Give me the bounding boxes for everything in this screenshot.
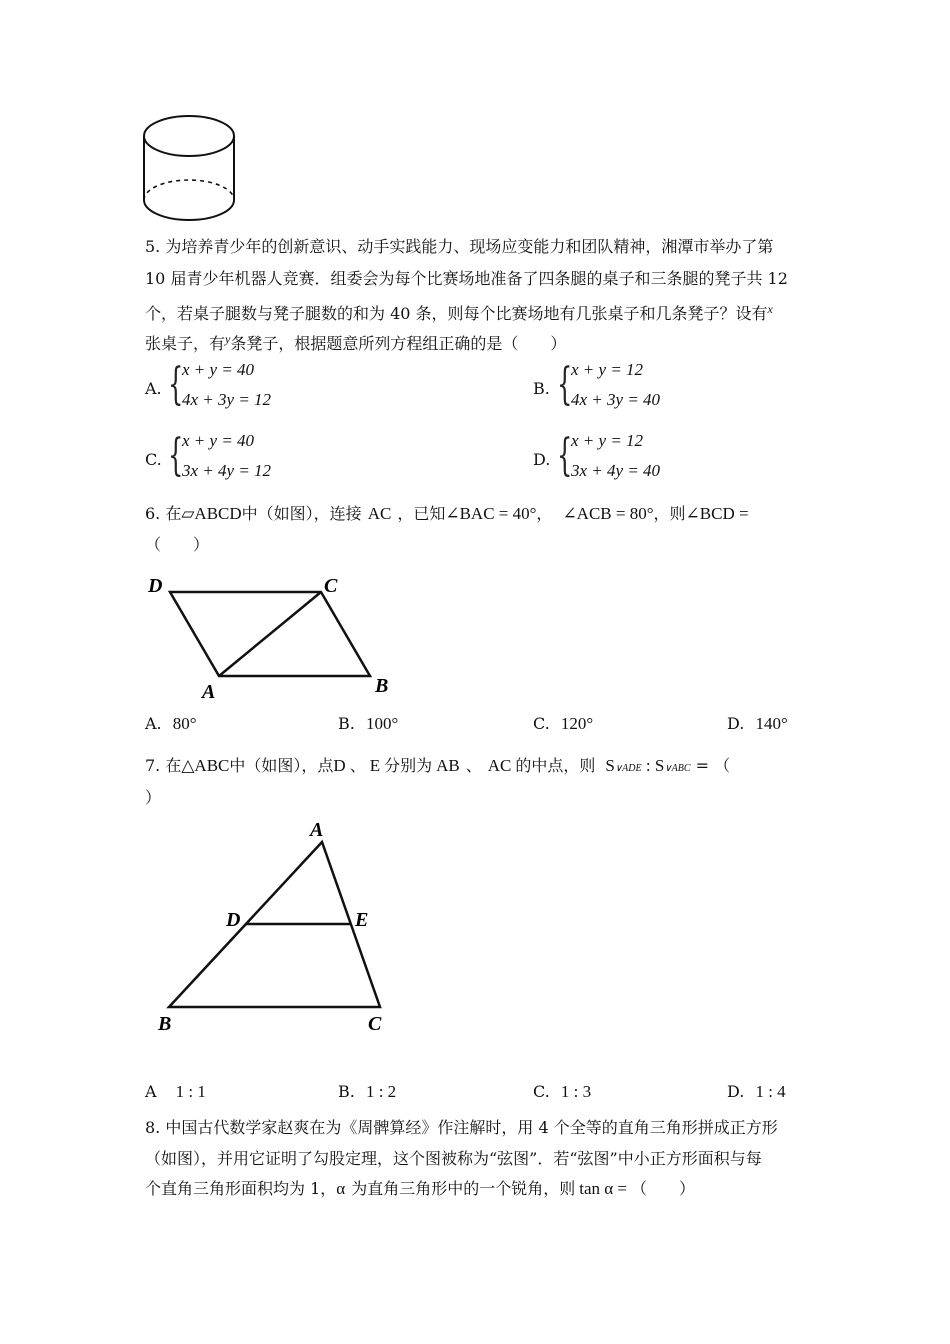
angle-bcd: ∠BCD =: [685, 504, 749, 523]
equation-2: 3x + 4y = 12: [182, 461, 272, 480]
option-label: D.: [727, 1082, 745, 1101]
equation-2: 3x + 4y = 40: [571, 461, 661, 480]
q6-mid-3: ，则: [653, 504, 686, 523]
point-d: D: [333, 756, 346, 775]
q5-option-a-system[interactable]: [168, 360, 298, 418]
alpha-symbol: α: [336, 1179, 346, 1198]
q7-mid-1: 中（如图），点: [229, 756, 334, 775]
q8-line-1: 8. 中国古代数学家赵爽在为《周髀算经》作注解时，用 4 个全等的直角三角形拼成正方形: [145, 1118, 778, 1137]
option-value: 1 : 3: [560, 1082, 592, 1101]
equation-1: x + y = 40: [182, 360, 255, 379]
brace-icon: {: [168, 359, 184, 410]
label-a: A: [310, 819, 324, 841]
option-label: B.: [338, 1082, 355, 1101]
area-s-2: S: [654, 756, 665, 775]
option-label: D.: [727, 714, 745, 733]
q7-option-b[interactable]: [338, 1081, 396, 1103]
area-sub-2: ∨ABC: [664, 763, 691, 774]
q8-line-3c: （ ）: [630, 1179, 695, 1198]
option-label: A.: [145, 714, 162, 733]
point-e: E: [369, 756, 381, 775]
option-value: 1 : 1: [175, 1082, 206, 1101]
q6-line-2: （ ）: [145, 535, 210, 554]
triangle-figure: [150, 812, 400, 1034]
equation-2: 4x + 3y = 12: [182, 390, 272, 409]
q6-option-b[interactable]: [338, 713, 398, 735]
equation-2: 4x + 3y = 40: [571, 390, 661, 409]
equation-1: x + y = 40: [182, 431, 255, 450]
q5-option-c-system[interactable]: [168, 431, 298, 489]
q6-mid-1: 中（如图），连接: [241, 504, 362, 523]
q7-sep-2: 、: [465, 756, 482, 775]
q7-line-2: ）: [145, 788, 162, 807]
label-d: D: [226, 909, 241, 931]
ratio-colon: :: [641, 756, 655, 775]
option-label: B.: [338, 714, 355, 733]
q7-option-c[interactable]: [533, 1081, 591, 1103]
brace-icon: {: [557, 359, 573, 410]
equation-1: x + y = 12: [571, 360, 644, 379]
q5-line-1: 5. 为培养青少年的创新意识、动手实践能力、现场应变能力和团队精神，湘潭市举办了第: [145, 237, 774, 256]
q6-option-c[interactable]: [533, 713, 593, 735]
q5-line-3: [145, 298, 773, 325]
q8-line-3b: 为直角三角形中的一个锐角，则: [351, 1179, 576, 1198]
q5-line-2: 10 届青少年机器人竞赛．组委会为每个比赛场地准备了四条腿的桌子和三条腿的凳子共 12: [145, 269, 788, 288]
label-a: A: [202, 681, 216, 703]
q5-option-b-label[interactable]: B.: [533, 379, 550, 398]
triangle-abc: △ABC: [181, 756, 230, 775]
q6-option-a[interactable]: [145, 713, 197, 735]
q7-mid-2: 分别为: [384, 756, 433, 775]
q7-option-d[interactable]: [727, 1081, 786, 1103]
segment-ab: AB: [436, 756, 460, 775]
area-s-1: S: [605, 756, 615, 775]
parallelogram-name: ▱ABCD: [181, 504, 242, 523]
label-b: B: [375, 675, 389, 697]
option-value: 1 : 4: [755, 1082, 786, 1101]
segment-ac: AC: [487, 756, 512, 775]
option-value: 80°: [172, 714, 197, 733]
var-x: x: [767, 302, 773, 316]
q6-option-d[interactable]: [727, 713, 788, 735]
brace-icon: {: [168, 430, 184, 481]
q7-sep-1: 、: [349, 756, 366, 775]
option-value: 140°: [755, 714, 788, 733]
q5-option-c-label[interactable]: C.: [145, 450, 162, 469]
q7-tail: = （: [690, 756, 731, 775]
q6-mid-2: ，已知: [397, 504, 446, 523]
q5-line-4a: 张桌子，有: [145, 334, 226, 353]
q5-option-a-label[interactable]: A.: [145, 379, 162, 398]
label-d: D: [148, 575, 163, 597]
option-label: C.: [533, 714, 550, 733]
angle-bac: ∠BAC = 40°: [445, 504, 537, 523]
q8-line-2: （如图），并用它证明了勾股定理，这个图被称为“弦图”．若“弦图”中小正方形面积与每: [145, 1149, 762, 1168]
q7-prefix: 7. 在: [145, 756, 182, 775]
option-value: 120°: [560, 714, 594, 733]
q6-prefix: 6. 在: [145, 504, 182, 523]
var-y: y: [225, 332, 231, 346]
label-b: B: [158, 1013, 172, 1034]
q8-line-3a: 个直角三角形面积均为 1，: [145, 1179, 337, 1198]
tan-alpha: tan α =: [579, 1179, 627, 1198]
q5-option-d-label[interactable]: D.: [533, 450, 551, 469]
q7-mid-3: 的中点，则: [515, 756, 596, 775]
q8-line-3: [145, 1178, 695, 1200]
q6-sep: ，: [536, 504, 553, 523]
option-label: C.: [533, 1082, 550, 1101]
option-label: A: [145, 1082, 157, 1101]
q5-line-4: [145, 328, 566, 355]
area-sub-1: ∨ADE: [614, 763, 642, 774]
q5-option-b-system[interactable]: [557, 360, 687, 418]
q6-line-1: [145, 503, 749, 525]
q5-option-d-system[interactable]: [557, 431, 687, 489]
brace-icon: {: [557, 430, 573, 481]
label-e: E: [355, 909, 369, 931]
parallelogram-figure: [140, 565, 400, 705]
segment-ac: AC: [367, 504, 392, 523]
q7-line-1: [145, 755, 730, 780]
cylinder-figure: [138, 108, 242, 232]
q5-line-3-text: 个，若桌子腿数与凳子腿数的和为 40 条，则每个比赛场地有几张桌子和几条凳子？设有: [145, 304, 768, 323]
q7-option-a[interactable]: [145, 1081, 206, 1103]
option-value: 100°: [365, 714, 399, 733]
label-c: C: [368, 1013, 382, 1034]
label-c: C: [324, 575, 338, 597]
angle-acb: ∠ACB = 80°: [562, 504, 654, 523]
q5-line-4b: 条凳子，根据题意所列方程组正确的是（ ）: [230, 334, 567, 353]
equation-1: x + y = 12: [571, 431, 644, 450]
option-value: 1 : 2: [365, 1082, 397, 1101]
